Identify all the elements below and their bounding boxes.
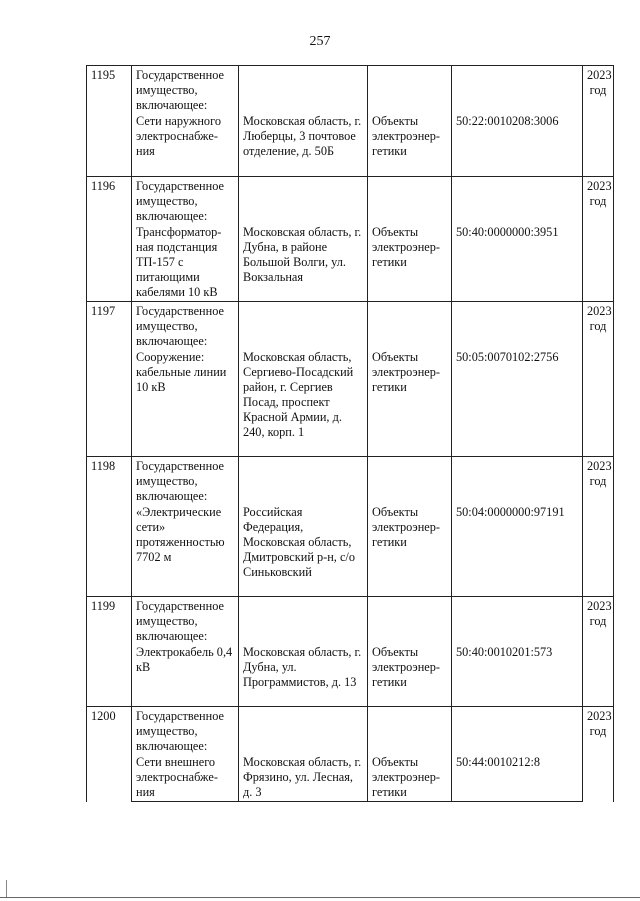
property-address: Российская Федерация, Московская область, Дмитровский р-н, с/о Синьковский — [239, 504, 368, 596]
cadastral-number: 50:05:0070102:2756 — [452, 349, 583, 456]
table-row-detail — [87, 504, 614, 596]
property-category: Объекты электроэнер-гетики — [368, 113, 452, 176]
table-row — [87, 706, 614, 754]
row-number: 1197 — [87, 301, 132, 456]
cadastral-number: 50:44:0010212:8 — [452, 754, 583, 802]
empty-cell — [452, 176, 583, 224]
cadastral-number: 50:22:0010208:3006 — [452, 113, 583, 176]
property-category: Объекты электроэнер-гетики — [368, 644, 452, 706]
transfer-year: 2023 год — [583, 456, 614, 596]
empty-cell — [368, 596, 452, 644]
empty-cell — [452, 596, 583, 644]
property-address: Московская область, г. Фрязино, ул. Лесная, д. 3 — [239, 754, 368, 802]
row-number: 1198 — [87, 456, 132, 596]
empty-cell — [239, 706, 368, 754]
property-name: Трансформатор-ная подстанция ТП-157 с питающими кабелями 10 кВ — [132, 224, 239, 301]
page-number: 257 — [309, 34, 331, 49]
transfer-year: 2023 год — [583, 706, 614, 802]
empty-cell — [368, 706, 452, 754]
property-address: Московская область, г. Дубна, в районе Большой Волги, ул. Вокзальная — [239, 224, 368, 301]
property-category: Объекты электроэнер-гетики — [368, 754, 452, 802]
table-row-detail — [87, 349, 614, 456]
property-name: Сети наружного электроснабже-ния — [132, 113, 239, 176]
property-header: Государственное имущество, включающее: — [132, 301, 239, 349]
property-category: Объекты электроэнер-гетики — [368, 349, 452, 456]
property-header: Государственное имущество, включающее: — [132, 66, 239, 114]
empty-cell — [452, 301, 583, 349]
property-header: Государственное имущество, включающее: — [132, 706, 239, 754]
table-row — [87, 66, 614, 114]
property-header: Государственное имущество, включающее: — [132, 596, 239, 644]
row-number: 1199 — [87, 596, 132, 706]
property-address: Московская область, г. Дубна, ул. Программистов, д. 13 — [239, 644, 368, 706]
cadastral-number: 50:40:0000000:3951 — [452, 224, 583, 301]
transfer-year: 2023 год — [583, 66, 614, 177]
cadastral-number: 50:04:0000000:97191 — [452, 504, 583, 596]
transfer-year: 2023 год — [583, 596, 614, 706]
empty-cell — [239, 301, 368, 349]
table-row-detail — [87, 754, 614, 802]
row-number: 1195 — [87, 66, 132, 177]
empty-cell — [452, 706, 583, 754]
table-row-detail — [87, 113, 614, 176]
property-registry-table — [86, 65, 614, 802]
table-row-detail — [87, 644, 614, 706]
table-row — [87, 301, 614, 349]
table-row — [87, 176, 614, 224]
empty-cell — [239, 456, 368, 504]
transfer-year: 2023 год — [583, 301, 614, 456]
empty-cell — [239, 176, 368, 224]
property-category: Объекты электроэнер-гетики — [368, 224, 452, 301]
left-edge-mark — [6, 880, 7, 897]
property-name: Электрокабель 0,4 кВ — [132, 644, 239, 706]
row-number: 1196 — [87, 176, 132, 301]
empty-cell — [368, 301, 452, 349]
table-row-detail — [87, 224, 614, 301]
property-name: Сооружение: кабельные линии 10 кВ — [132, 349, 239, 456]
transfer-year: 2023 год — [583, 176, 614, 301]
empty-cell — [368, 66, 452, 114]
empty-cell — [239, 596, 368, 644]
row-number: 1200 — [87, 706, 132, 802]
empty-cell — [368, 456, 452, 504]
property-name: Сети внешнего электроснабже-ния — [132, 754, 239, 802]
property-address: Московская область, г. Люберцы, 3 почтовое отделение, д. 50Б — [239, 113, 368, 176]
bottom-border-line — [0, 897, 640, 898]
cadastral-number: 50:40:0010201:573 — [452, 644, 583, 706]
property-category: Объекты электроэнер-гетики — [368, 504, 452, 596]
empty-cell — [452, 66, 583, 114]
table-row — [87, 596, 614, 644]
property-name: «Электрические сети» протяженностью 7702 м — [132, 504, 239, 596]
property-header: Государственное имущество, включающее: — [132, 456, 239, 504]
empty-cell — [239, 66, 368, 114]
empty-cell — [452, 456, 583, 504]
table-row — [87, 456, 614, 504]
property-address: Московская область, Сергиево-Посадский район, г. Сергиев Посад, проспект Красной Армии, д. 240, корп. 1 — [239, 349, 368, 456]
empty-cell — [368, 176, 452, 224]
property-header: Государственное имущество, включающее: — [132, 176, 239, 224]
